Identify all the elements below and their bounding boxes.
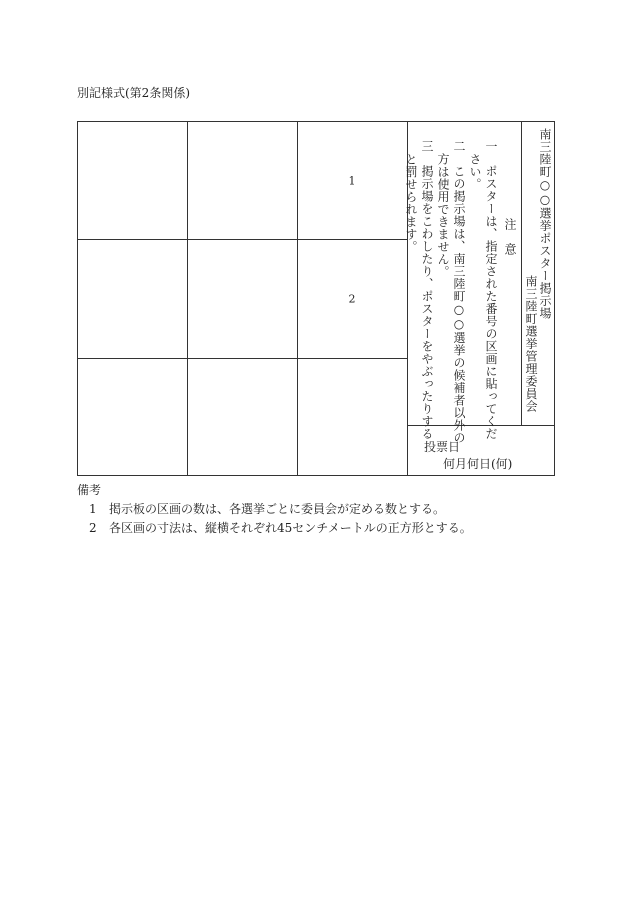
section-number-2: 2: [348, 292, 356, 306]
remarks-title: 備考: [77, 483, 102, 497]
remark-item: [89, 500, 445, 517]
section-number-1: 1: [348, 174, 356, 188]
grid-divider: [78, 239, 407, 240]
remark-text: 各区画の寸法は、縦横それぞれ45センチメートルの正方形とする。: [109, 521, 472, 535]
remark-number: 2: [89, 521, 97, 535]
remark-number: 1: [89, 502, 97, 516]
caution-label: 注 意: [503, 218, 517, 256]
voting-day-label: 投票日: [424, 440, 461, 454]
notice-item-2: 二 この掲示場は、南三陸町○○選挙の候補者以外の: [452, 140, 466, 444]
remark-text: 掲示板の区画の数は、各選挙ごとに委員会が定める数とする。: [109, 502, 446, 516]
notice-item-2-cont: 方は使用できません。: [436, 153, 450, 278]
notice-item-3: 三 掲示場をこわしたり、ポスターをやぶったりする: [420, 140, 434, 440]
voting-day-value: 何月何日(何): [443, 457, 513, 471]
grid-divider: [187, 122, 188, 475]
notice-item-1-cont: さい。: [468, 153, 482, 191]
notice-title: 南三陸町○○選挙ポスター掲示場: [538, 128, 552, 320]
notice-issuer: 南三陸町選挙管理委員会: [524, 275, 538, 413]
notice-divider: [521, 122, 522, 426]
grid-divider: [297, 122, 298, 475]
remark-item: [89, 519, 472, 536]
notice-item-3-cont: と罰せられます。: [404, 153, 418, 253]
poster-board-form: [77, 121, 555, 476]
notice-item-1: 一 ポスターは、指定された番号の区画に貼ってくだ: [484, 140, 498, 440]
form-heading: 別記様式(第2条関係): [77, 86, 190, 100]
grid-divider: [78, 358, 407, 359]
